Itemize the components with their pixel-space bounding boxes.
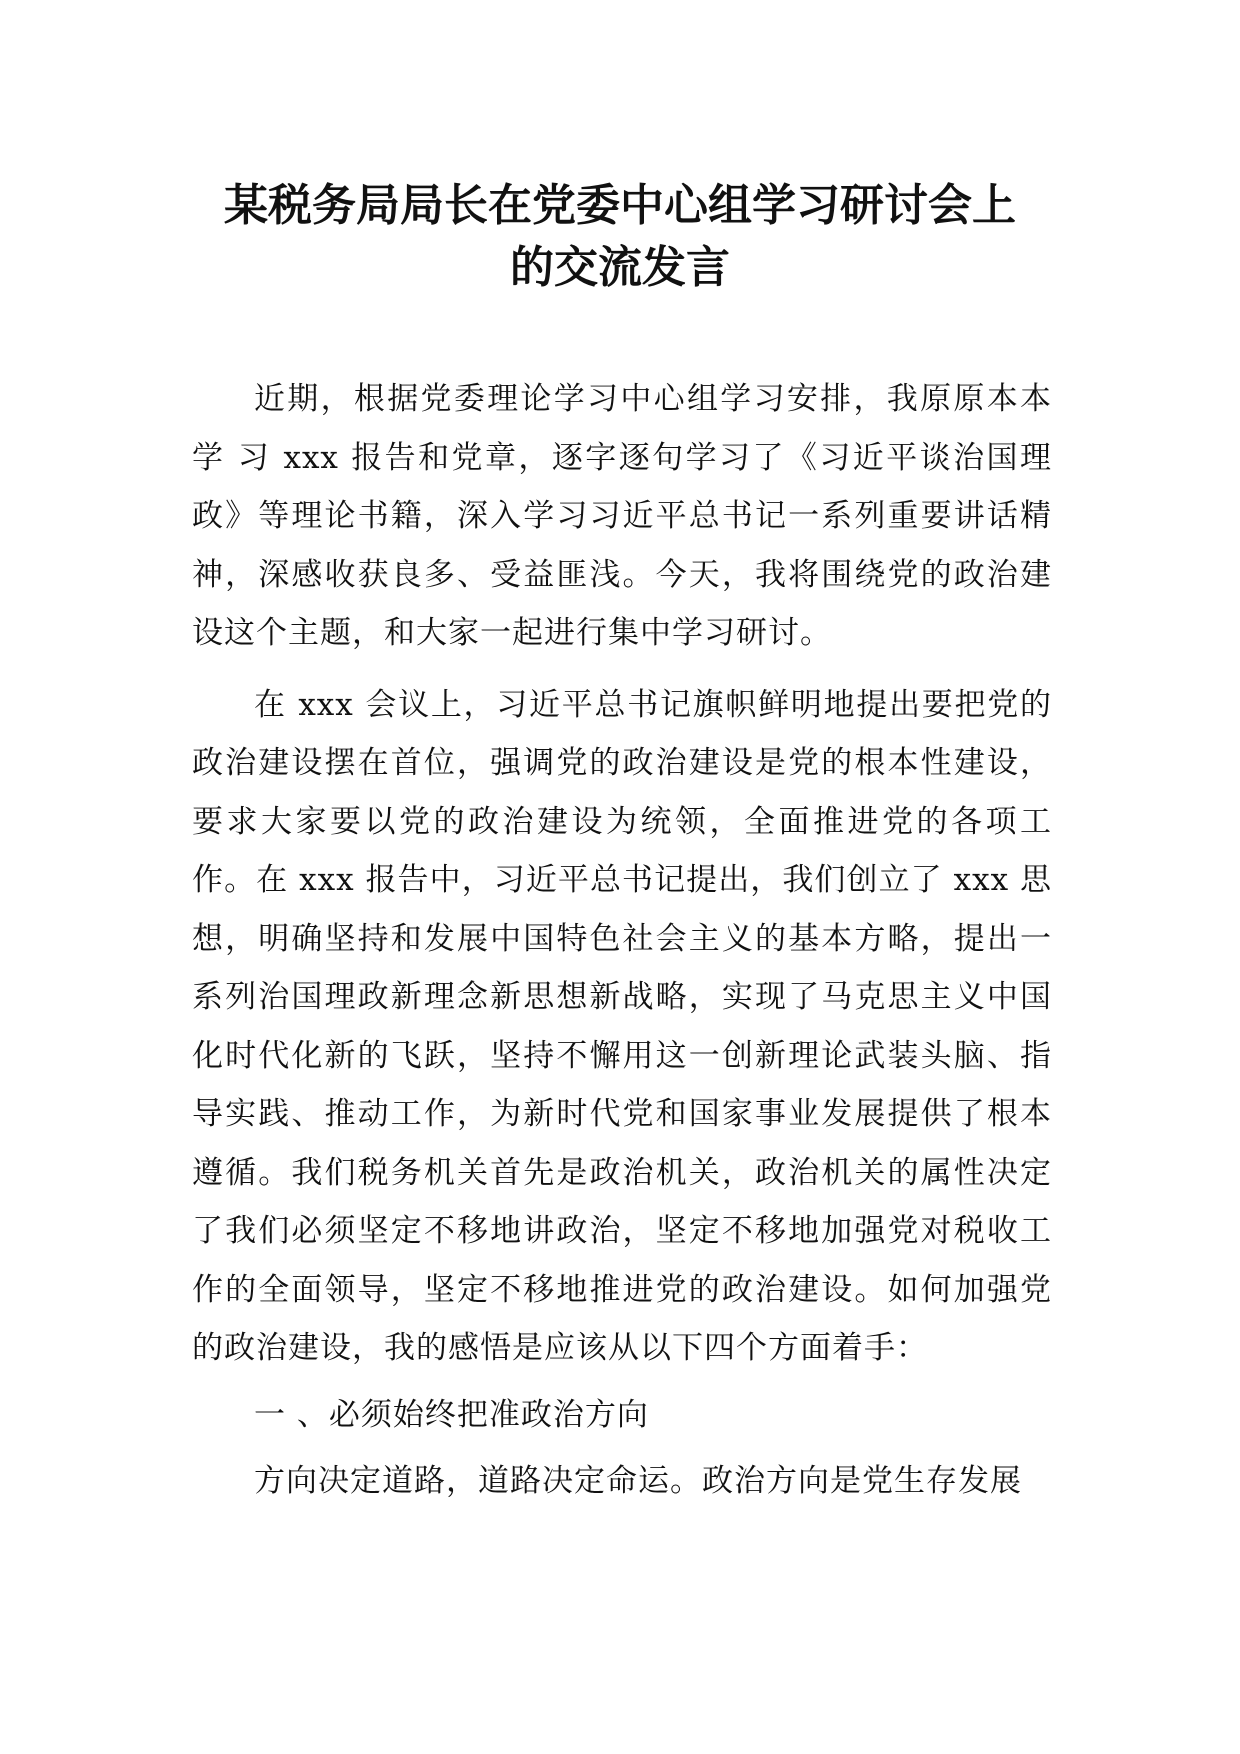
paragraph-political-building: 在 xxx 会议上，习近平总书记旗帜鲜明地提出要把党的政治建设摆在首位，强调党的政治建设是党的根本性建设，要求大家要以党的政治建设为统领，全面推进党的各项工作。在 xxx 报告中，习近平总书记提出，我们创立了 xxx 思想，明确坚持和发展中国特色社会主义的基本方略，提出一系列治国理政新理念新思想新战略，实现了马克思主义中国化时代化新的飞跃，坚持不懈用这一创新理论武装头脑、指导实践、推动工作，为新时代党和国家事业发展提供了根本遵循。我们税务机关首先是政治机关，政治机关的属性决定了我们必须坚定不移地讲政治，坚定不移地加强党对税收工作的全面领导，坚定不移地推进党的政治建设。如何加强党的政治建设，我的感悟是应该从以下四个方面着手： bbox=[192, 686, 1052, 1366]
document-body bbox=[192, 370, 1052, 1511]
document-title-line-1: 某税务局局长在党委中心组学习研讨会上 bbox=[224, 180, 1016, 231]
document-title-line-2: 的交流发言 bbox=[510, 242, 730, 293]
paragraph-direction: 方向决定道路，道路决定命运。政治方向是党生存发展 bbox=[254, 1463, 1022, 1499]
section-heading-1: 一 、必须始终把准政治方向 bbox=[254, 1396, 649, 1433]
paragraph-intro: 近期，根据党委理论学习中心组学习安排，我原原本本学 习 xxx 报告和党章，逐字逐句学习了《习近平谈治国理政》等理论书籍，深入学习习近平总书记一系列重要讲话精神，深感收获良多、受益匪浅。今天，我将围绕党的政治建设这个主题，和大家一起进行集中学习研讨。 bbox=[192, 381, 1052, 651]
